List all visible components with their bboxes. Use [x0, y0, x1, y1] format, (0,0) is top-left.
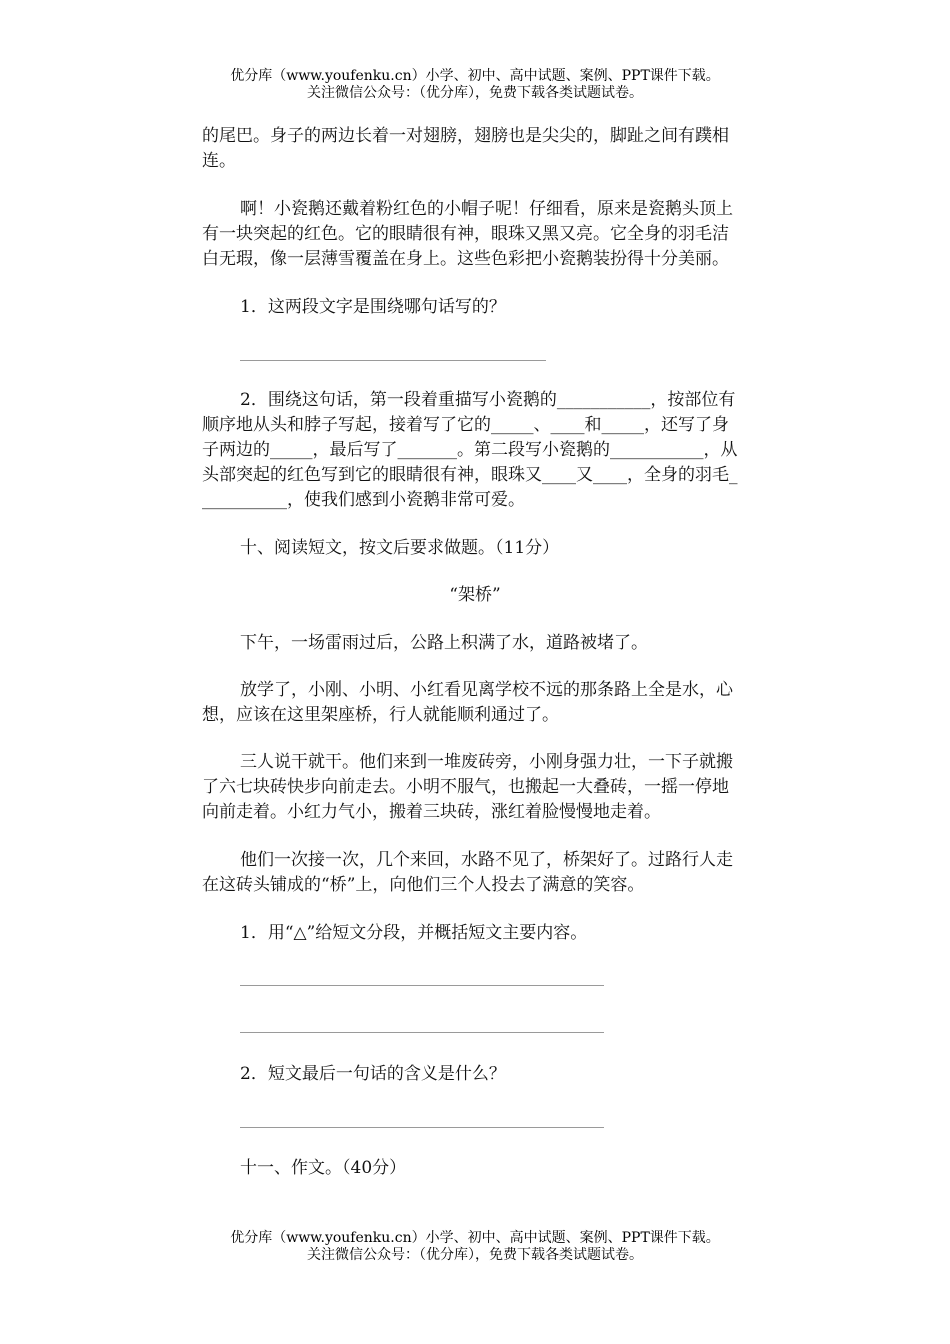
section-10-heading: 十、阅读短文，按文后要求做题。（11分）	[240, 538, 560, 558]
paragraph-line: 连。	[202, 151, 236, 171]
question-2-line: __________，使我们感到小瓷鹅非常可爱。	[202, 490, 525, 510]
answer-blank[interactable]	[240, 360, 546, 361]
question-2-line: 2．围绕这句话，第一段着重描写小瓷鹅的___________，按部位有	[240, 390, 736, 410]
article-title: “架桥”	[449, 585, 501, 605]
footer-line-2: 关注微信公众号：（优分库），免费下载各类试题试卷。	[307, 1247, 643, 1263]
answer-blank[interactable]	[240, 985, 604, 986]
article-paragraph: 三人说干就干。他们来到一堆废砖旁，小刚身强力壮，一下子就搬	[240, 752, 733, 772]
article-paragraph: 想，应该在这里架座桥，行人就能顺利通过了。	[202, 705, 559, 725]
answer-blank[interactable]	[240, 1032, 604, 1033]
article-paragraph: 他们一次接一次，几个来回，水路不见了，桥架好了。过路行人走	[240, 850, 733, 870]
section-11-heading: 十一、作文。（40分）	[240, 1158, 407, 1178]
question-b2: 2．短文最后一句话的含义是什么？	[240, 1064, 506, 1084]
article-paragraph: 了六七块砖快步向前走去。小明不服气，也搬起一大叠砖，一摇一停地	[202, 777, 729, 797]
header-line-2: 关注微信公众号：（优分库），免费下载各类试题试卷。	[307, 85, 643, 101]
paragraph-line: 啊！小瓷鹅还戴着粉红色的小帽子呢！仔细看，原来是瓷鹅头顶上	[240, 199, 733, 219]
question-1: 1．这两段文字是围绕哪句话写的？	[240, 297, 506, 317]
header-line-1: 优分库（www.youfenku.cn）小学、初中、高中试题、案例、PPT课件下载。	[230, 68, 720, 84]
article-paragraph: 向前走着。小红力气小，搬着三块砖，涨红着脸慢慢地走着。	[202, 802, 661, 822]
paragraph-line: 有一块突起的红色。它的眼睛很有神，眼珠又黑又亮。它全身的羽毛洁	[202, 224, 729, 244]
page-header	[0, 68, 950, 102]
paragraph-line: 的尾巴。身子的两边长着一对翅膀，翅膀也是尖尖的，脚趾之间有蹼相	[202, 126, 729, 146]
article-paragraph: 放学了，小刚、小明、小红看见离学校不远的那条路上全是水，心	[240, 680, 733, 700]
footer-line-1: 优分库（www.youfenku.cn）小学、初中、高中试题、案例、PPT课件下载。	[230, 1230, 720, 1246]
article-paragraph: 下午，一场雷雨过后，公路上积满了水，道路被堵了。	[240, 633, 648, 653]
page-footer	[0, 1230, 950, 1264]
article-paragraph: 在这砖头铺成的“桥”上，向他们三个人投去了满意的笑容。	[202, 875, 645, 895]
answer-blank[interactable]	[240, 1127, 604, 1128]
question-b1: 1．用“△”给短文分段，并概括短文主要内容。	[240, 923, 588, 943]
question-2-line: 顺序地从头和脖子写起，接着写了它的_____、____和_____，还写了身	[202, 415, 729, 435]
paragraph-line: 白无瑕，像一层薄雪覆盖在身上。这些色彩把小瓷鹅装扮得十分美丽。	[202, 249, 729, 269]
question-2-line: 子两边的_____，最后写了_______。第二段写小瓷鹅的___________，从	[202, 440, 738, 460]
question-2-line: 头部突起的红色写到它的眼睛很有神，眼珠又____又____，全身的羽毛_	[202, 465, 738, 485]
